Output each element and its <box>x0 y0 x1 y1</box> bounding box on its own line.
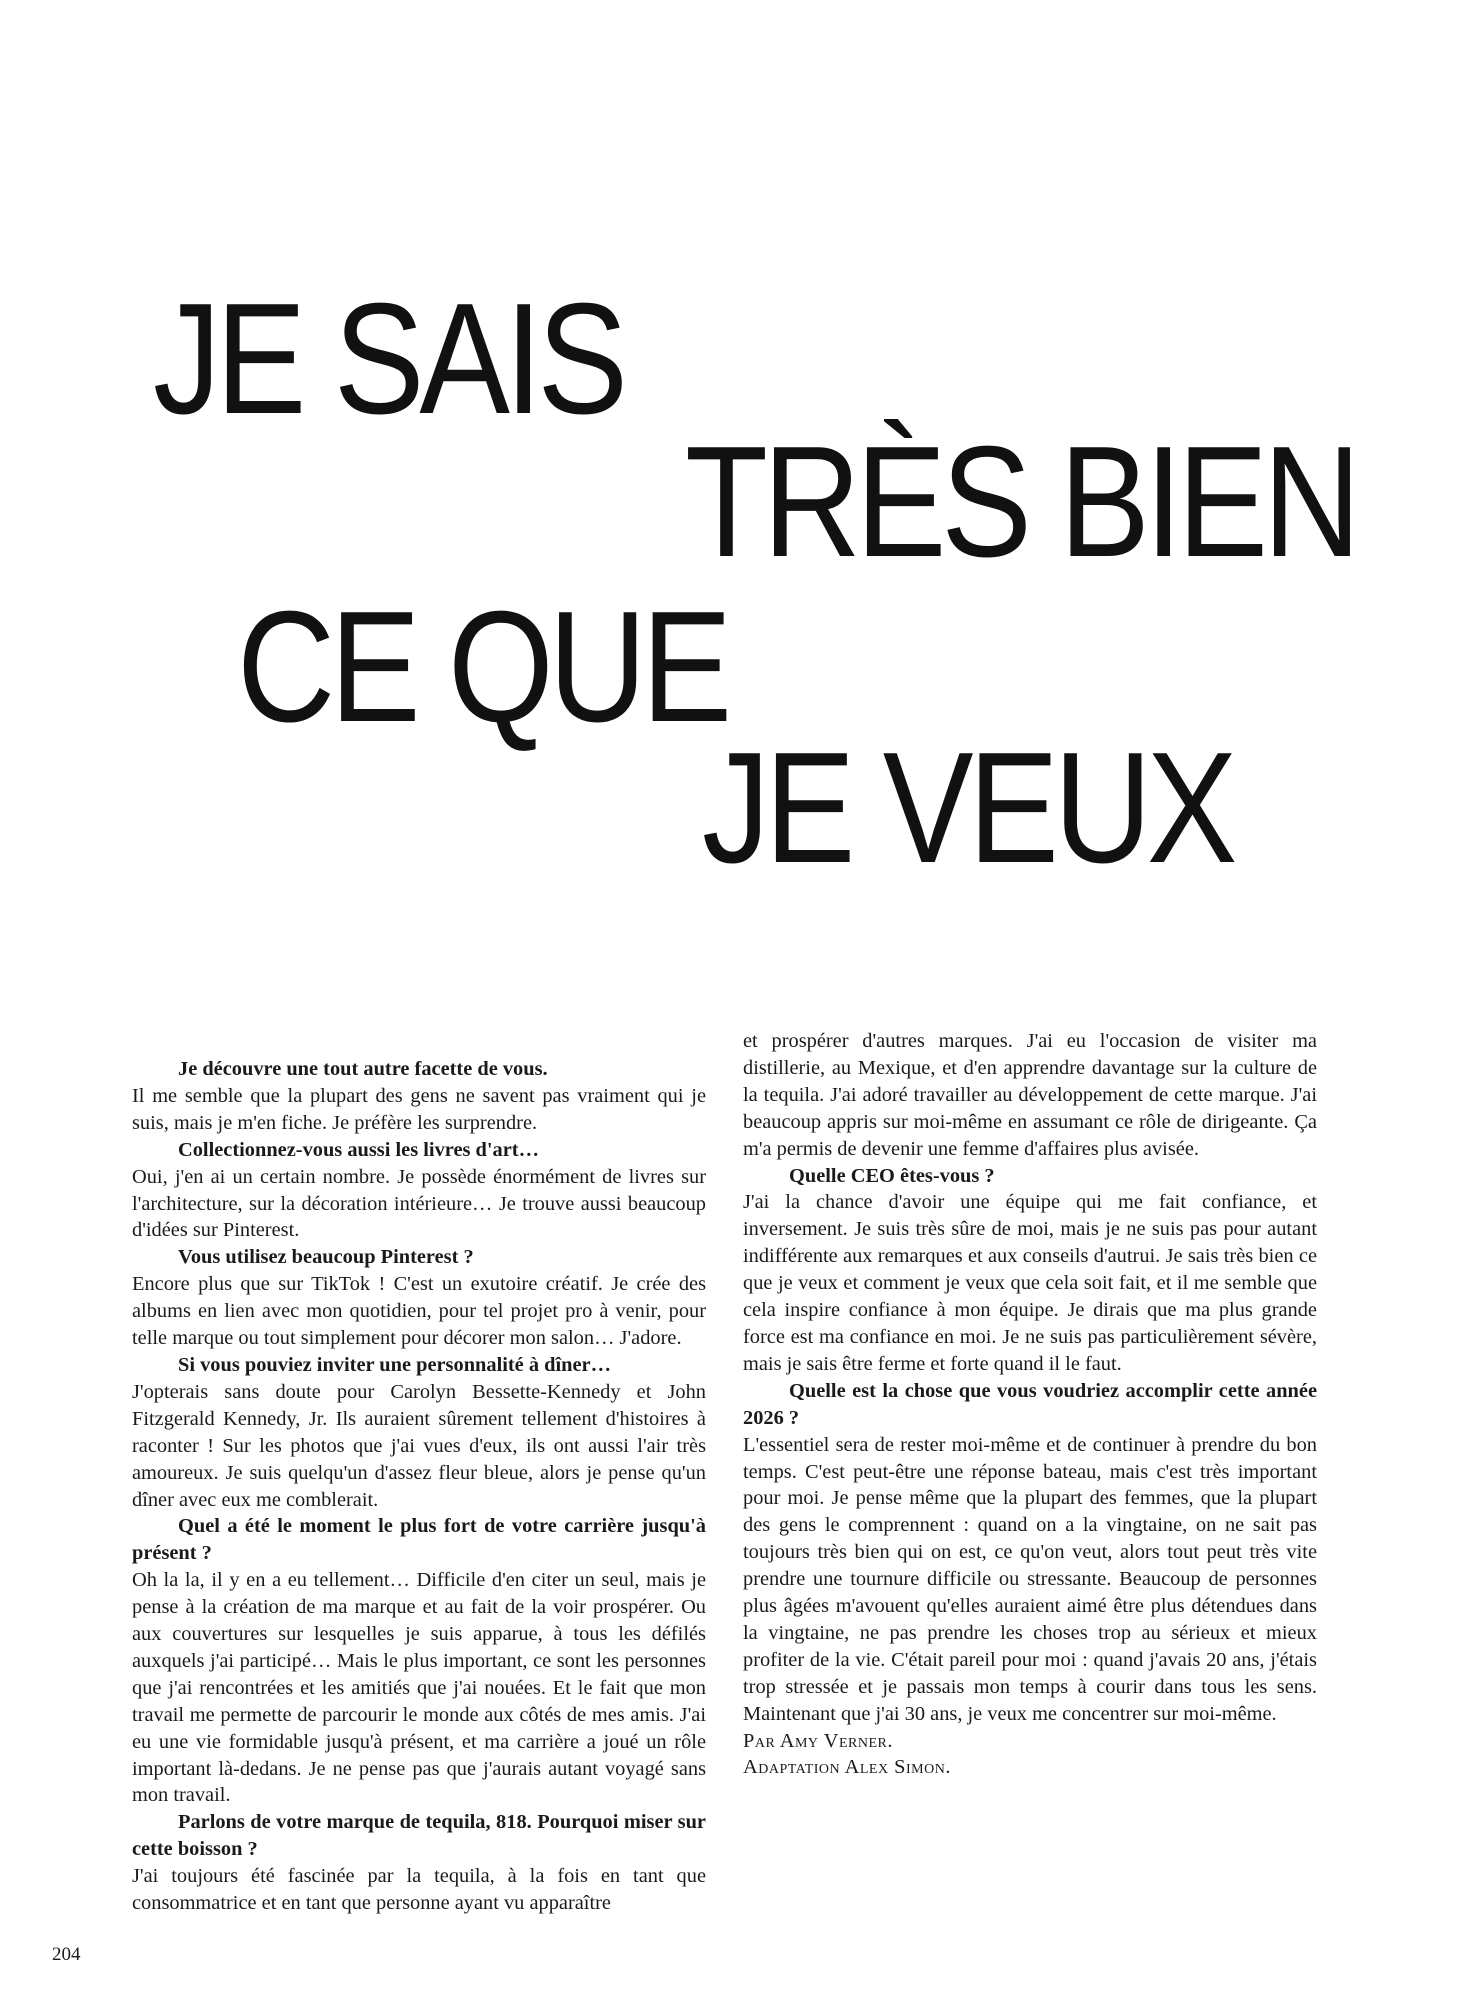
answer: L'essentiel sera de rester moi-même et de continuer à prendre du bon temps. C'est peut-être une réponse bateau, mais c'est très important pour moi. Je pense même que la plupart des femmes, que la plupart des gens le comprennent : quand on a la vingtaine, on ne sait pas toujours très bien qui on est, ce qu'on veut, alors tout peut très vite prendre une tournure difficile ou stressante. Beaucoup de personnes plus âgées m'avouent qu'elles auraient aimé être plus détendues dans la vingtaine, ne pas prendre les choses trop au sérieux et mieux profiter de la vie. C'était pareil pour moi : quand j'avais 20 ans, j'étais trop stressée et je passais mon temps à courir dans tous les sens. Maintenant que j'ai 30 ans, je veux me concentrer sur moi-même. <box>743 1433 1317 1725</box>
author-credit: Par Amy Verner. <box>743 1729 893 1752</box>
answer: J'ai la chance d'avoir une équipe qui me fait confiance, et inversement. Je suis très sûre de moi, mais je ne suis pas pour autant indifférente aux remarques et aux conseils d'autrui. Je sais très bien ce que je veux et comment je veux que cela soit fait, et il me semble que cela inspire confiance à mon équipe. Je dirais que ma plus grande force est ma confiance en moi. Je ne suis pas particulièrement sévère, mais je sais être ferme et forte quand il le faut. <box>743 1191 1317 1375</box>
question: Je découvre une tout autre facette de vous. <box>178 1058 548 1080</box>
page-number: 204 <box>52 1944 81 1965</box>
adaptation-credit: Adaptation Alex Simon. <box>743 1756 951 1779</box>
right-column <box>743 1028 1317 1781</box>
answer: Oh la la, il y en a eu tellement… Difficile d'en citer un seul, mais je pense à la création de ma marque et au fait de la voir prospérer. Ou aux couvertures sur lesquelles je suis apparue, à tous les défilés auxquels j'ai participé… Mais le plus important, ce sont les personnes que j'ai rencontrées et les amitiés que j'ai nouées. Et le fait que mon travail me permette de parcourir le monde aux côtés de mes amis. J'ai eu une vie formidable jusqu'à présent, et ma carrière a joué un rôle important là-dedans. Je ne pense pas que j'aurais autant voyagé sans mon travail. <box>132 1569 706 1807</box>
answer: Il me semble que la plupart des gens ne savent pas vraiment qui je suis, mais je m'en fiche. Je préfère les surprendre. <box>132 1084 706 1134</box>
left-column <box>132 1056 706 1917</box>
answer: J'opterais sans doute pour Carolyn Bessette-Kennedy et John Fitzgerald Kennedy, Jr. Ils auraient sûrement tellement d'histoires à raconter ! Sur les photos que j'ai vues d'eux, ils ont aussi l'air très amoureux. Je suis quelqu'un d'assez fleur bleue, alors je pense qu'un dîner avec eux me comblerait. <box>132 1380 706 1511</box>
headline-line-3: CE QUE <box>237 579 728 755</box>
headline <box>0 0 1473 900</box>
headline-line-4: JE VEUX <box>702 720 1233 896</box>
answer: J'ai toujours été fascinée par la tequila, à la fois en tant que consommatrice et en tant que personne ayant vu apparaître <box>132 1865 706 1915</box>
question: Quelle CEO êtes-vous ? <box>789 1164 995 1187</box>
question: Collectionnez-vous aussi les livres d'art… <box>178 1138 539 1161</box>
answer: Encore plus que sur TikTok ! C'est un exutoire créatif. Je crée des albums en lien avec mon quotidien, pour tel projet pro à venir, pour telle marque ou tout simplement pour décorer mon salon… J'adore. <box>132 1273 706 1350</box>
answer: Oui, j'en ai un certain nombre. Je possède énormément de livres sur l'architecture, sur la décoration intérieure… Je trouve aussi beaucoup d'idées sur Pinterest. <box>132 1165 706 1242</box>
question: Si vous pouviez inviter une personnalité à dîner… <box>178 1353 611 1376</box>
question: Parlons de votre marque de tequila, 818. Pourquoi miser sur cette boisson ? <box>132 1811 706 1861</box>
answer: et prospérer d'autres marques. J'ai eu l'occasion de visiter ma distillerie, au Mexique, et d'en apprendre davantage sur la culture de la tequila. J'ai adoré travailler au développement de cette marque. J'ai beaucoup appris sur moi-même en assumant ce rôle de dirigeante. Ça m'a permis de devenir une femme d'affaires plus avisée. <box>743 1030 1317 1160</box>
headline-line-1: JE SAIS <box>153 271 623 447</box>
headline-line-2: TRÈS BIEN <box>685 414 1356 590</box>
question: Vous utilisez beaucoup Pinterest ? <box>178 1246 474 1269</box>
question: Quel a été le moment le plus fort de votre carrière jusqu'à présent ? <box>132 1515 706 1565</box>
question: Quelle est la chose que vous voudriez accomplir cette année 2026 ? <box>743 1379 1317 1429</box>
